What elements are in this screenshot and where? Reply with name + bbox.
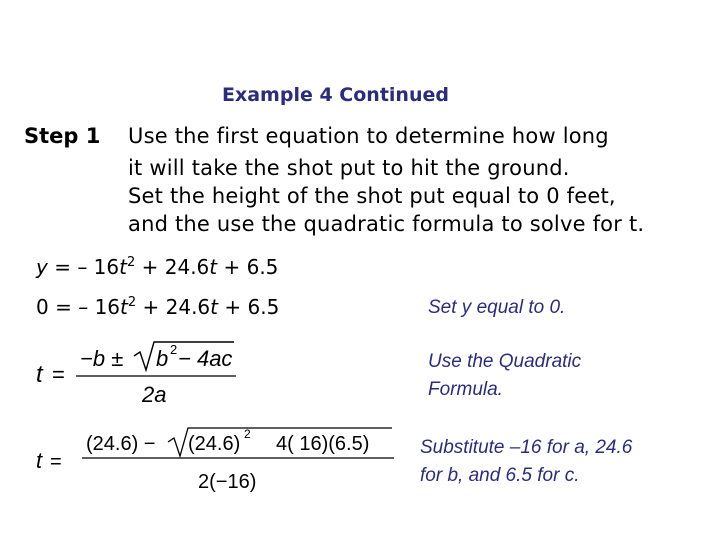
eq2-const: + 6.5 bbox=[218, 295, 280, 319]
eq2-coef-b: + 24.6 bbox=[136, 295, 211, 319]
substituted-4ac: 4( 16)(6.5) bbox=[276, 433, 370, 455]
eq2-lhs: 0 bbox=[36, 295, 49, 319]
formula-numerator-left: −b ± bbox=[80, 346, 124, 371]
substituted-t: t bbox=[36, 448, 43, 473]
note-substitute-2: for b, and 6.5 for c. bbox=[420, 465, 580, 486]
note-set-y: Set y equal to 0. bbox=[428, 297, 566, 318]
quadratic-formula bbox=[30, 336, 250, 410]
note-quadratic-1: Use the Quadratic bbox=[428, 351, 582, 372]
step-line-3: Set the height of the shot put equal to 0 feet, bbox=[128, 184, 616, 208]
step-line-4: and the use the quadratic formula to solve for t. bbox=[128, 212, 645, 236]
substituted-b: (24.6) bbox=[188, 433, 241, 455]
formula-t: t bbox=[36, 361, 43, 388]
substituted-formula bbox=[30, 422, 410, 502]
formula-minus-4ac: − 4ac bbox=[178, 346, 233, 371]
eq2-coef-a: – 16 bbox=[78, 295, 121, 319]
equation-2: 0 = – $16t^2 + 24.6t + 6.5$ bbox=[36, 295, 280, 319]
formula-b: b bbox=[156, 346, 169, 371]
formula-equals: = bbox=[52, 362, 65, 387]
formula-denominator: 2a bbox=[142, 382, 167, 407]
substituted-square: 2 bbox=[244, 427, 251, 441]
eq1-coef-b: + 24.6 bbox=[135, 255, 210, 279]
step-line-1: Use the first equation to determine how long bbox=[128, 124, 609, 148]
step-line-2: it will take the shot put to hit the ground. bbox=[128, 156, 570, 180]
note-substitute-1: Substitute –16 for a, 24.6 bbox=[420, 437, 633, 458]
substituted-equals: = bbox=[50, 451, 62, 473]
note-quadratic-2: Formula. bbox=[428, 379, 503, 400]
eq1-lhs: y bbox=[36, 255, 48, 279]
step-label: Step 1 bbox=[24, 124, 101, 148]
substituted-denominator: 2(−16) bbox=[198, 471, 257, 493]
eq1-coef-a: – 16 bbox=[77, 255, 120, 279]
formula-square: 2 bbox=[170, 342, 178, 357]
equation-1: y = – $16t^2 + 24.6t + 6.5$ bbox=[36, 255, 279, 279]
slide-title: Example 4 Continued bbox=[222, 84, 449, 106]
eq1-const: + 6.5 bbox=[217, 255, 279, 279]
substituted-neg-b: (24.6) − bbox=[86, 433, 156, 455]
